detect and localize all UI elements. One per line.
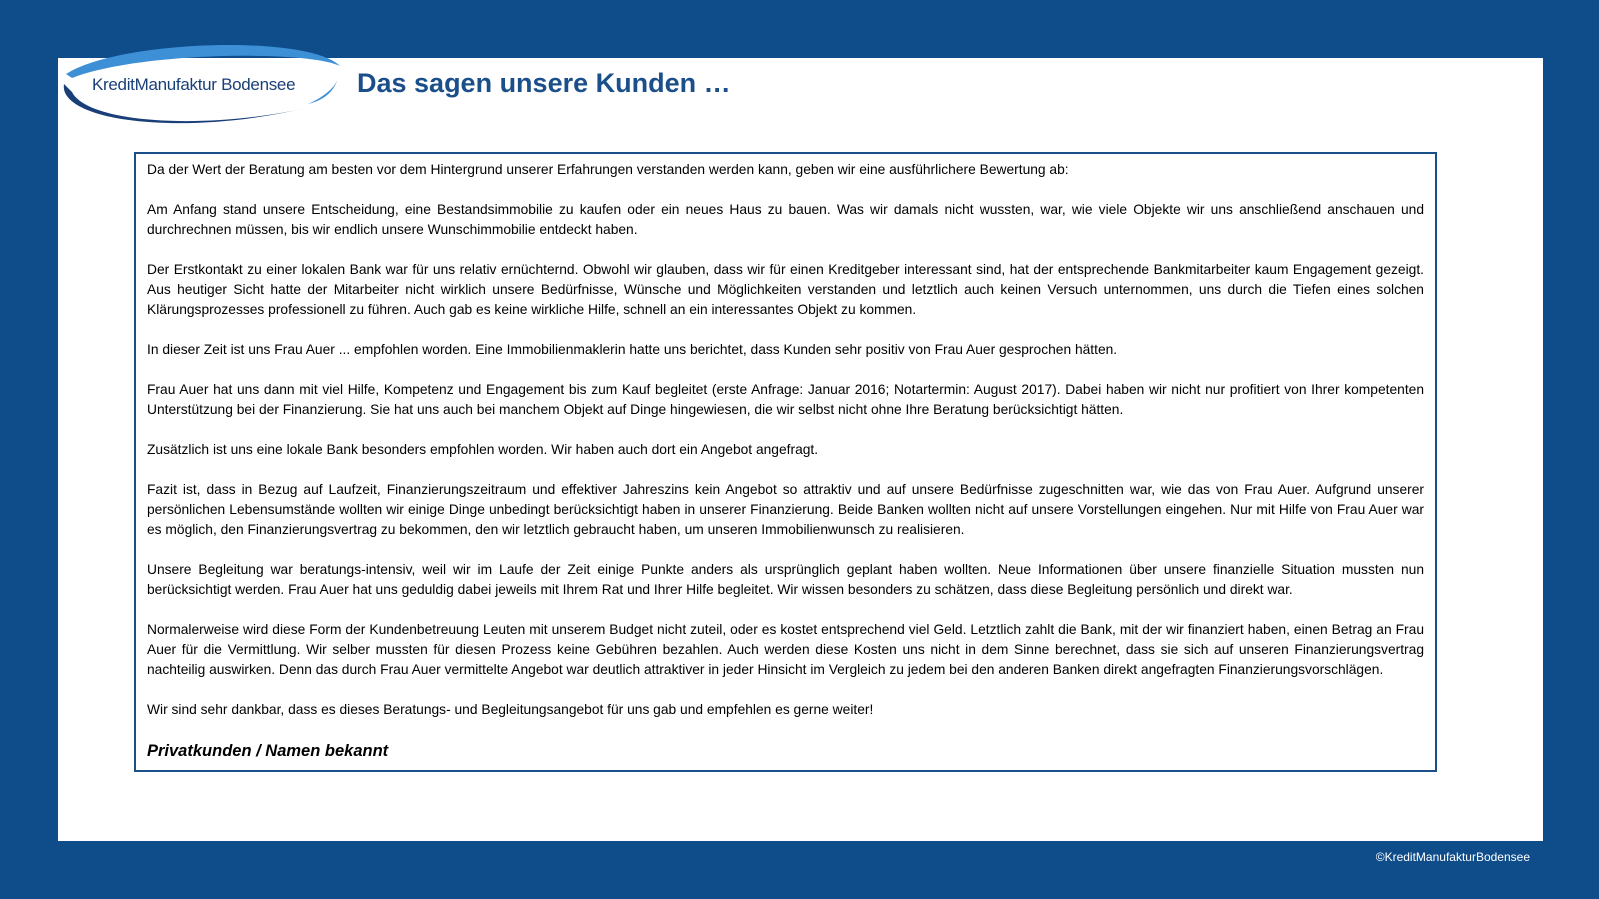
company-logo [58,34,358,144]
testimonial-paragraph: Zusätzlich ist uns eine lokale Bank besonders empfohlen worden. Wir haben auch dort ein Angebot angefragt. [147,442,819,457]
testimonial-signature: Privatkunden / Namen bekannt [147,742,389,760]
page-title: Das sagen unsere Kunden … [357,68,731,98]
testimonial-paragraph: Da der Wert der Beratung am besten vor dem Hintergrund unserer Erfahrungen verstanden werden kann, geben wir eine ausführlichere Bewertung ab: [147,162,1069,177]
testimonial-paragraph: Der Erstkontakt zu einer lokalen Bank war für uns relativ ernüchternd. Obwohl wir glauben, dass wir für einen Kreditgeber interessant sind, hat der entsprechende Bankmitarbeiter kaum Engagement gezeigt. Aus heutiger Sicht hatte der Mitarbeiter nicht wirklich unsere Bedürfnisse, Wünsche und Möglichkeiten verstanden und letztlich auch keinen Versuch unternommen, uns durch die Tiefen eines solchen Klärungsprozesses professionell zu führen. Auch gab es keine wirkliche Hilfe, schnell an ein interessantes Objekt zu kommen. [147,262,1424,317]
testimonial-paragraph: Fazit ist, dass in Bezug auf Laufzeit, Finanzierungszeitraum und effektiver Jahreszins kein Angebot so attraktiv und auf unsere Bedürfnisse zugeschnitten war, wie das von Frau Auer. Aufgrund unserer persönlichen Lebensumstände wollten wir einige Dinge unbedingt berücksichtigt haben in unserer Finanzierung. Beide Banken wollten nicht auf unsere Vorstellungen eingehen. Nur mit Hilfe von Frau Auer war es möglich, den Finanzierungsvertrag zu bekommen, den wir letztlich gebraucht haben, um unseren Immobilienwunsch zu realisieren. [147,482,1424,537]
logo-text: KreditManufaktur Bodensee [92,75,296,94]
testimonial-box [134,152,1437,772]
testimonial-paragraph: Normalerweise wird diese Form der Kundenbetreuung Leuten mit unserem Budget nicht zuteil, oder es kostet entsprechend viel Geld. Letztlich zahlt die Bank, mit der wir finanziert haben, einen Betrag an Frau Auer für die Vermittlung. Wir selber mussten für diesen Prozess keine Gebühren bezahlen. Auch werden diese Kosten uns nicht in dem Sinne berechnet, dass sie sich auf unseren Finanzierungsvertrag nachteilig auswirken. Denn das durch Frau Auer vermittelte Angebot war deutlich attraktiver in jeder Hinsicht im Vergleich zu jedem bei den anderen Banken direkt angefragten Finanzierungsvorschlägen. [147,622,1424,677]
copyright-notice: ©KreditManufakturBodensee [1375,850,1530,864]
testimonial-paragraph: Wir sind sehr dankbar, dass es dieses Beratungs- und Begleitungsangebot für uns gab und empfehlen es gerne weiter! [147,702,874,717]
testimonial-paragraph: Am Anfang stand unsere Entscheidung, eine Bestandsimmobilie zu kaufen oder ein neues Haus zu bauen. Was wir damals nicht wussten, war, wie viele Objekte wir uns anschließend anschauen und durchrechnen müssen, bis wir endlich unsere Wunschimmobilie entdeckt haben. [147,202,1424,237]
testimonial-paragraph: In dieser Zeit ist uns Frau Auer ... empfohlen worden. Eine Immobilienmaklerin hatte uns berichtet, dass Kunden sehr positiv von Frau Auer gesprochen hätten. [147,342,1118,357]
slide [58,58,1543,841]
testimonial-paragraph: Frau Auer hat uns dann mit viel Hilfe, Kompetenz und Engagement bis zum Kauf begleitet (erste Anfrage: Januar 2016; Notartermin: August 2017). Dabei haben wir nicht nur profitiert von Ihrer kompetenten Unterstützung bei der Finanzierung. Sie hat uns auch bei manchem Objekt auf Dinge hingewiesen, die wir selbst nicht ohne Ihre Beratung berücksichtigt hätten. [147,382,1424,417]
testimonial-paragraph: Unsere Begleitung war beratungs-intensiv, weil wir im Laufe der Zeit einige Punkte anders als ursprünglich geplant haben wollten. Neue Informationen über unsere finanzielle Situation mussten nun berücksichtigt werden. Frau Auer hat uns geduldig dabei jeweils mit Ihrem Rat und Ihrer Hilfe begleitet. Wir wissen besonders zu schätzen, dass diese Begleitung persönlich und direkt war. [147,562,1424,597]
